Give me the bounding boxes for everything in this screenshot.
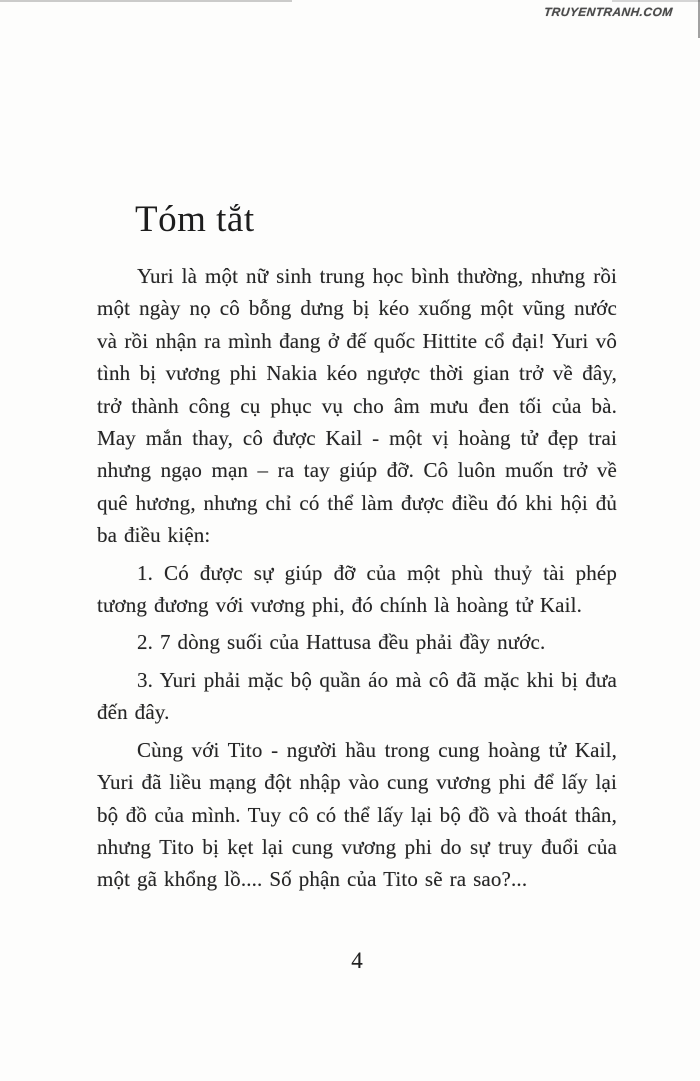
- condition-item-2: 2. 7 dòng suối của Hattusa đều phải đầy nước.: [137, 630, 546, 655]
- page-title: Tóm tắt: [135, 199, 255, 240]
- summary-paragraph: Yuri là một nữ sinh trung học bình thường, nhưng rồi một ngày nọ cô bỗng dưng bị kéo xuống một vũng nước và rồi nhận ra mình đang ở đế quốc Hittite cổ đại! Yuri vô tình bị vương phi Nakia kéo ngược thời gian trở về đây, trở thành công cụ phục vụ cho âm mưu đen tối của bà. May mắn thay, cô được Kail - một vị hoàng tử đẹp trai nhưng ngạo mạn – ra tay giúp đỡ. Cô luôn muốn trở về quê hương, nhưng chỉ có thể làm được điều đó khi hội đủ ba điều kiện:: [97, 264, 617, 548]
- scan-artifact-top-right-edge: [612, 0, 700, 2]
- condition-item-3: 3. Yuri phải mặc bộ quần áo mà cô đã mặc khi bị đưa đến đây.: [97, 667, 617, 725]
- page-content: [97, 196, 617, 901]
- watermark-logo: TRUYENTRANH.COM: [543, 5, 674, 19]
- scan-artifact-top-left-edge: [0, 0, 292, 2]
- page-number: 4: [351, 948, 363, 973]
- condition-item-1: 1. Có được sự giúp đỡ của một phù thuỷ tài phép tương đương với vương phi, đó chính là hoàng tử Kail.: [97, 560, 617, 618]
- closing-paragraph: Cùng với Tito - người hầu trong cung hoàng tử Kail, Yuri đã liều mạng đột nhập vào cung vương phi để lấy lại bộ đồ của mình. Tuy cô có thể lấy lại bộ đồ và thoát thân, nhưng Tito bị kẹt lại cung vương phi do sự truy đuổi của một gã khổng lồ.... Số phận của Tito sẽ ra sao?...: [97, 737, 617, 892]
